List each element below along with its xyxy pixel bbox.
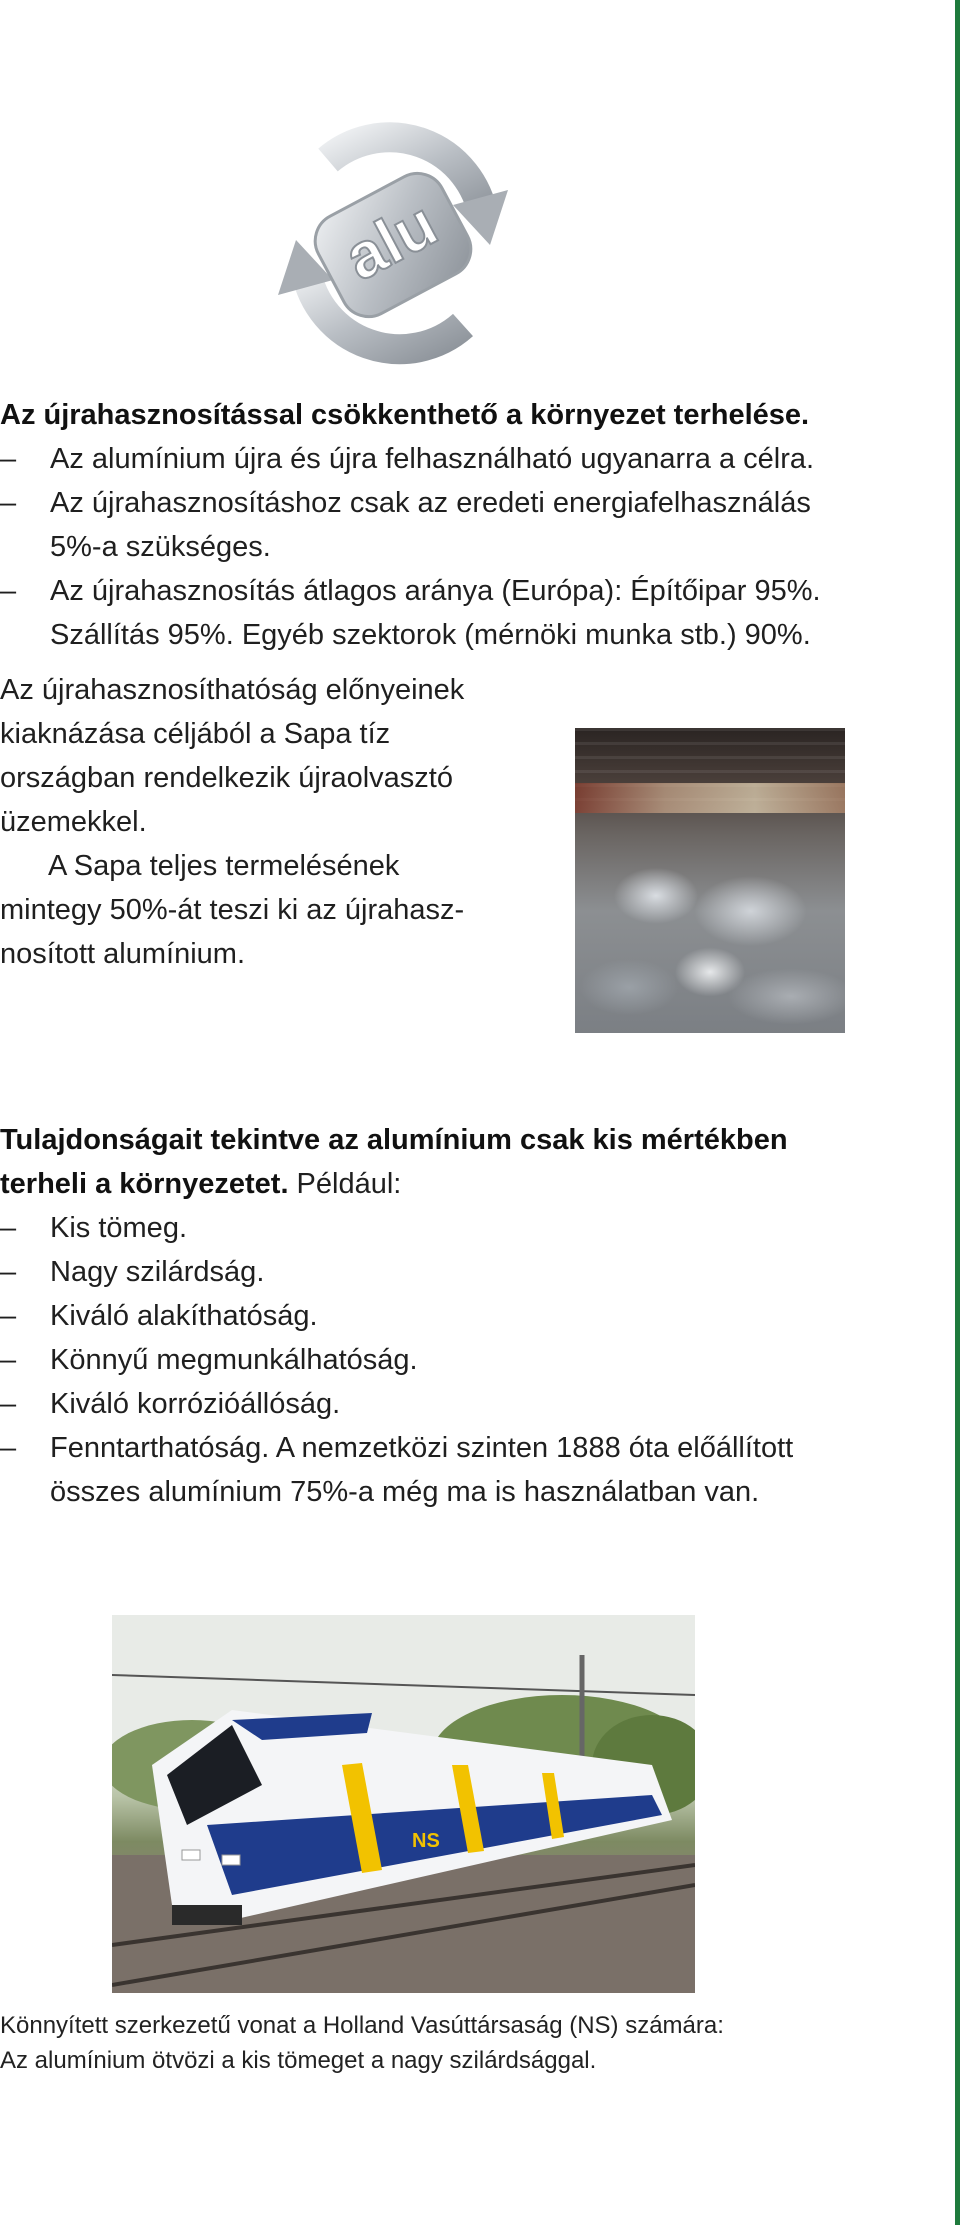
train-coupler bbox=[172, 1905, 242, 1925]
bullet-dash: – bbox=[0, 1432, 17, 1464]
sapa-remelting-text bbox=[0, 668, 540, 976]
recycling-heading: Az újrahasznosítással csökkenthető a környezet terhelése. bbox=[0, 399, 810, 431]
list-item bbox=[0, 569, 900, 657]
bullet-line: összes alumínium 75%-a még ma is használatban van. bbox=[50, 1476, 760, 1508]
bullet-line: Az alumínium újra és újra felhasználható ugyanarra a célra. bbox=[50, 443, 815, 475]
properties-heading-tail: Például: bbox=[288, 1168, 402, 1200]
bullet-line: 5%-a szükséges. bbox=[50, 531, 271, 563]
bullet-dash: – bbox=[0, 1256, 17, 1288]
bullet-line: Szállítás 95%. Egyéb szektorok (mérnöki munka stb.) 90%. bbox=[50, 619, 811, 651]
scrap-aluminium-photo bbox=[575, 728, 845, 1033]
alu-recycle-logo bbox=[268, 120, 518, 370]
bullet-dash: – bbox=[0, 1344, 17, 1376]
recycling-bullet-list bbox=[0, 437, 900, 657]
list-item bbox=[0, 1294, 900, 1338]
ns-logo: NS bbox=[412, 1830, 440, 1852]
train-caption bbox=[0, 2008, 900, 2078]
bullet-line: Kiváló alakíthatóság. bbox=[50, 1300, 318, 1332]
properties-bullet-list bbox=[0, 1206, 900, 1514]
bullet-line: Fenntarthatóság. A nemzetközi szinten 1888 óta előállított bbox=[50, 1432, 794, 1464]
bullet-line: Kiváló korrózióállóság. bbox=[50, 1388, 341, 1420]
list-item bbox=[0, 1250, 900, 1294]
para-line: nosított alumínium. bbox=[0, 938, 245, 970]
bullet-line: Nagy szilárdság. bbox=[50, 1256, 265, 1288]
list-item bbox=[0, 1426, 900, 1514]
caption-line: Az alumínium ötvözi a kis tömeget a nagy szilárdsággal. bbox=[0, 2047, 597, 2074]
para-line: mintegy 50%-át teszi ki az újrahasz- bbox=[0, 894, 465, 926]
list-item bbox=[0, 437, 900, 481]
headlight bbox=[182, 1850, 200, 1860]
bullet-dash: – bbox=[0, 575, 17, 607]
train-illustration bbox=[112, 1615, 695, 1993]
bullet-line: Könnyű megmunkálhatóság. bbox=[50, 1344, 418, 1376]
para-line: Az újrahasznosíthatóság előnyeinek bbox=[0, 674, 465, 706]
recycling-section bbox=[0, 393, 900, 657]
para-line: A Sapa teljes termelésének bbox=[48, 850, 400, 882]
bullet-line: Az újrahasznosítás átlagos aránya (Európa): Építőipar 95%. bbox=[50, 575, 821, 607]
para-line: üzemekkel. bbox=[0, 806, 147, 838]
properties-heading-line1: Tulajdonságait tekintve az alumínium csak kis mértékben bbox=[0, 1124, 788, 1156]
alu-logo-text: alu bbox=[332, 187, 449, 295]
bullet-line: Az újrahasznosításhoz csak az eredeti energiafelhasználás bbox=[50, 487, 811, 519]
bullet-dash: – bbox=[0, 443, 17, 475]
properties-heading-line2 bbox=[0, 1162, 900, 1206]
bullet-dash: – bbox=[0, 1388, 17, 1420]
properties-section bbox=[0, 1118, 900, 1514]
list-item bbox=[0, 1206, 900, 1250]
bullet-dash: – bbox=[0, 1300, 17, 1332]
para-line: országban rendelkezik újraolvasztó bbox=[0, 762, 453, 794]
list-item bbox=[0, 1382, 900, 1426]
ns-train-photo bbox=[112, 1615, 695, 1993]
headlight bbox=[222, 1855, 240, 1865]
properties-heading-bold: terheli a környezetet. bbox=[0, 1168, 289, 1200]
list-item bbox=[0, 1338, 900, 1382]
caption-line: Könnyített szerkezetű vonat a Holland Vasúttársaság (NS) számára: bbox=[0, 2012, 724, 2039]
para-line: kiaknázása céljából a Sapa tíz bbox=[0, 718, 391, 750]
list-item bbox=[0, 481, 900, 569]
bullet-dash: – bbox=[0, 1212, 17, 1244]
bullet-line: Kis tömeg. bbox=[50, 1212, 187, 1244]
bullet-dash: – bbox=[0, 487, 17, 519]
factory-light-strip bbox=[575, 783, 845, 813]
page-edge-accent-bar bbox=[955, 0, 960, 2225]
